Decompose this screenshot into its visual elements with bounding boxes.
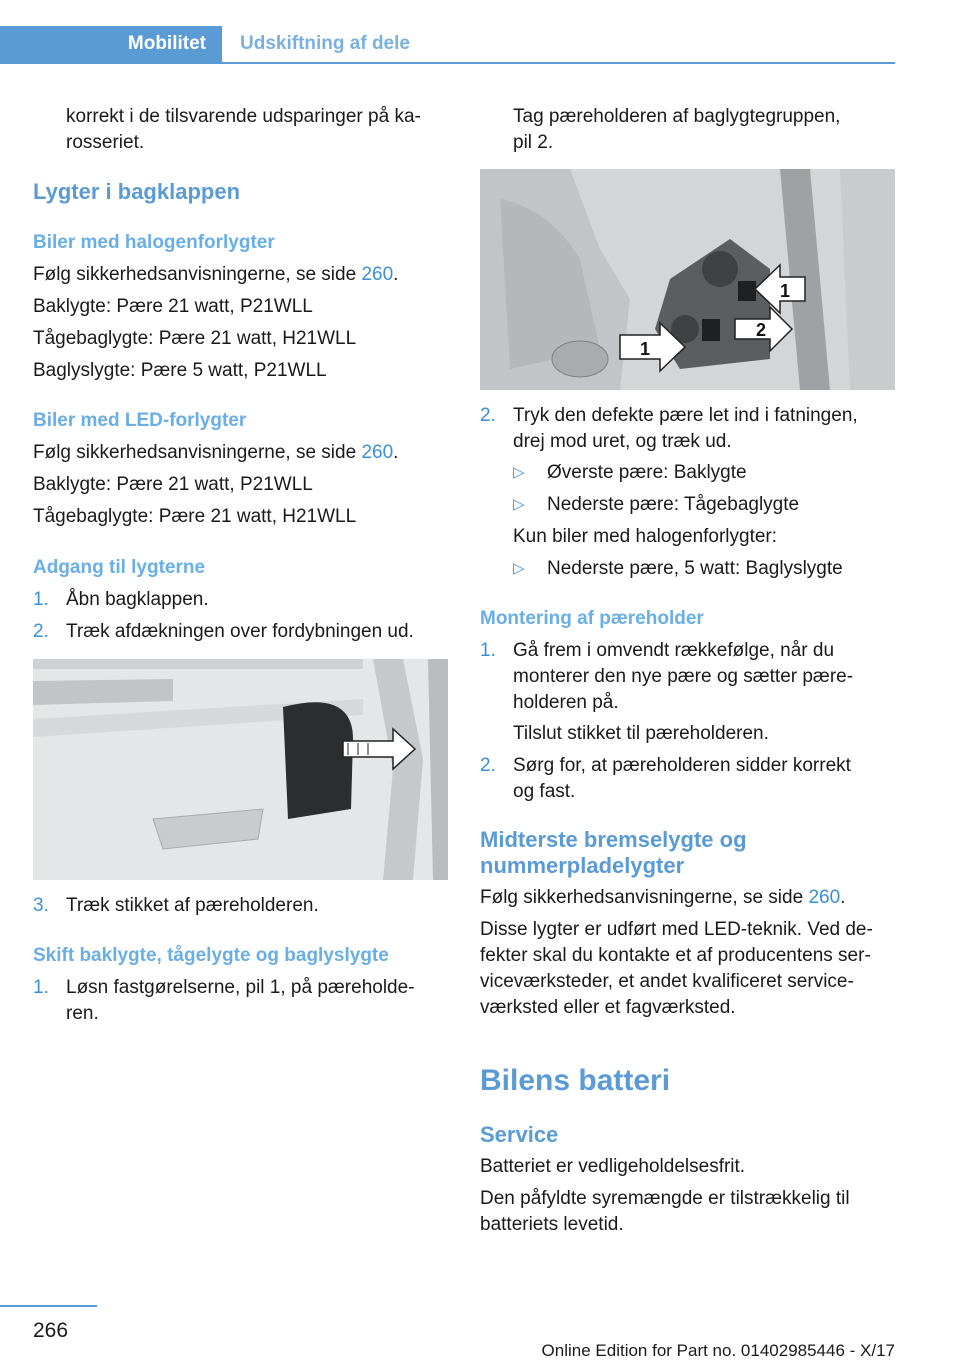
- step-text: Tryk den defekte pære let ind i fatningen,: [513, 405, 858, 426]
- bullet-triangle-icon: ▷: [513, 496, 525, 513]
- intro-line-1: korrekt i de tilsvarende udsparinger på ka‐: [66, 106, 421, 127]
- heading-batteri: Bilens batteri: [480, 1064, 671, 1097]
- page-link-260[interactable]: 260: [361, 442, 394, 463]
- heading-montering: Montering af pæreholder: [480, 608, 704, 629]
- step-text: Træk stikket af pæreholderen.: [66, 895, 319, 916]
- safety-note-midterste: Følg sikkerhedsanvisningerne, se side 260.: [480, 887, 846, 908]
- kun-biler-text: Kun biler med halogenforlygter:: [513, 526, 778, 547]
- safety-note-halogen: Følg sikkerhedsanvisningerne, se side 260.: [33, 264, 399, 285]
- page-number: 266: [33, 1319, 69, 1342]
- heading-midterste-1: Midterste bremselygte og: [480, 827, 747, 852]
- step-text: Åbn bagklappen.: [66, 589, 209, 610]
- bullet-triangle-icon: ▷: [513, 560, 525, 577]
- footer-rule: [0, 1305, 97, 1307]
- arrow-label-1: 1: [640, 339, 651, 359]
- intro-line-2: rosseriet.: [66, 132, 145, 153]
- step-text: og fast.: [513, 781, 576, 802]
- bullet-text: Nederste pære, 5 watt: Baglyslygte: [547, 558, 843, 579]
- page-link-260[interactable]: 260: [361, 264, 394, 285]
- bulb-holder-illustration: [480, 169, 895, 390]
- heading-lygter: Lygter i bagklappen: [33, 179, 241, 204]
- heading-skift: Skift baklygte, tågelygte og baglyslygte: [33, 945, 389, 966]
- step-number: 1.: [480, 640, 496, 661]
- arrow-label-2: 2: [756, 320, 767, 340]
- heading-midterste-2: nummerpladelygter: [480, 853, 685, 878]
- header-section-tab[interactable]: Mobilitet: [0, 26, 222, 62]
- heading-led: Biler med LED-forlygter: [33, 410, 247, 431]
- step-text: drej mod uret, og træk ud.: [513, 431, 732, 452]
- bullet-text: Øverste pære: Baklygte: [547, 462, 747, 483]
- step-text: Sørg for, at pæreholderen sidder korrekt: [513, 755, 851, 776]
- bullet-text: Nederste pære: Tågebaglygte: [547, 494, 800, 515]
- tailgate-cover-illustration: [33, 659, 448, 880]
- step-text: Løsn fastgørelserne, pil 1, på pæreholde‐: [66, 977, 415, 998]
- step-number: 1.: [33, 589, 49, 610]
- step-text: monterer den nye pære og sætter pære‐: [513, 666, 854, 687]
- service-line: batteriets levetid.: [480, 1214, 624, 1235]
- led-para-line: viceværksteder, et andet kvalificeret service‐: [480, 971, 854, 992]
- led-para-line: fekter skal du kontakte et af producentens ser‐: [480, 945, 871, 966]
- halogen-line-1: Baklygte: Pære 21 watt, P21WLL: [33, 296, 313, 317]
- step-number: 2.: [480, 405, 496, 426]
- service-line: Batteriet er vedligeholdelsesfrit.: [480, 1156, 746, 1177]
- step-number: 3.: [33, 895, 49, 916]
- heading-adgang: Adgang til lygterne: [33, 557, 206, 578]
- safety-note-led: Følg sikkerhedsanvisningerne, se side 260.: [33, 442, 399, 463]
- bullet-triangle-icon: ▷: [513, 464, 525, 481]
- right-top-line-1: Tag pæreholderen af baglygtegruppen,: [513, 106, 841, 127]
- edition-text: Online Edition for Part no. 01402985446 - X/17: [541, 1341, 895, 1360]
- step-number: 1.: [33, 977, 49, 998]
- led-para-line: værksted eller et fagværksted.: [480, 997, 736, 1018]
- halogen-line-3: Baglyslygte: Pære 5 watt, P21WLL: [33, 360, 327, 381]
- led-line-1: Baklygte: Pære 21 watt, P21WLL: [33, 474, 313, 495]
- step-number: 2.: [33, 621, 49, 642]
- led-line-2: Tågebaglygte: Pære 21 watt, H21WLL: [33, 506, 357, 527]
- led-para-line: Disse lygter er udført med LED-teknik. Ved de‐: [480, 919, 873, 940]
- header-subsection-tab[interactable]: Udskiftning af dele: [240, 33, 410, 54]
- right-top-line-2: pil 2.: [513, 132, 554, 153]
- step-text: Tilslut stikket til pæreholderen.: [513, 723, 769, 744]
- halogen-line-2: Tågebaglygte: Pære 21 watt, H21WLL: [33, 328, 357, 349]
- step-number: 2.: [480, 755, 496, 776]
- step-text: ren.: [66, 1003, 99, 1024]
- page-link-260[interactable]: 260: [808, 887, 841, 908]
- arrow-label-1: 1: [780, 281, 791, 301]
- heading-halogen: Biler med halogenforlygter: [33, 232, 275, 253]
- service-line: Den påfyldte syremængde er tilstrækkelig til: [480, 1188, 850, 1209]
- step-text: Gå frem i omvendt rækkefølge, når du: [513, 640, 835, 661]
- heading-service: Service: [480, 1122, 559, 1147]
- step-text: holderen på.: [513, 692, 619, 713]
- step-text: Træk afdækningen over fordybningen ud.: [66, 621, 414, 642]
